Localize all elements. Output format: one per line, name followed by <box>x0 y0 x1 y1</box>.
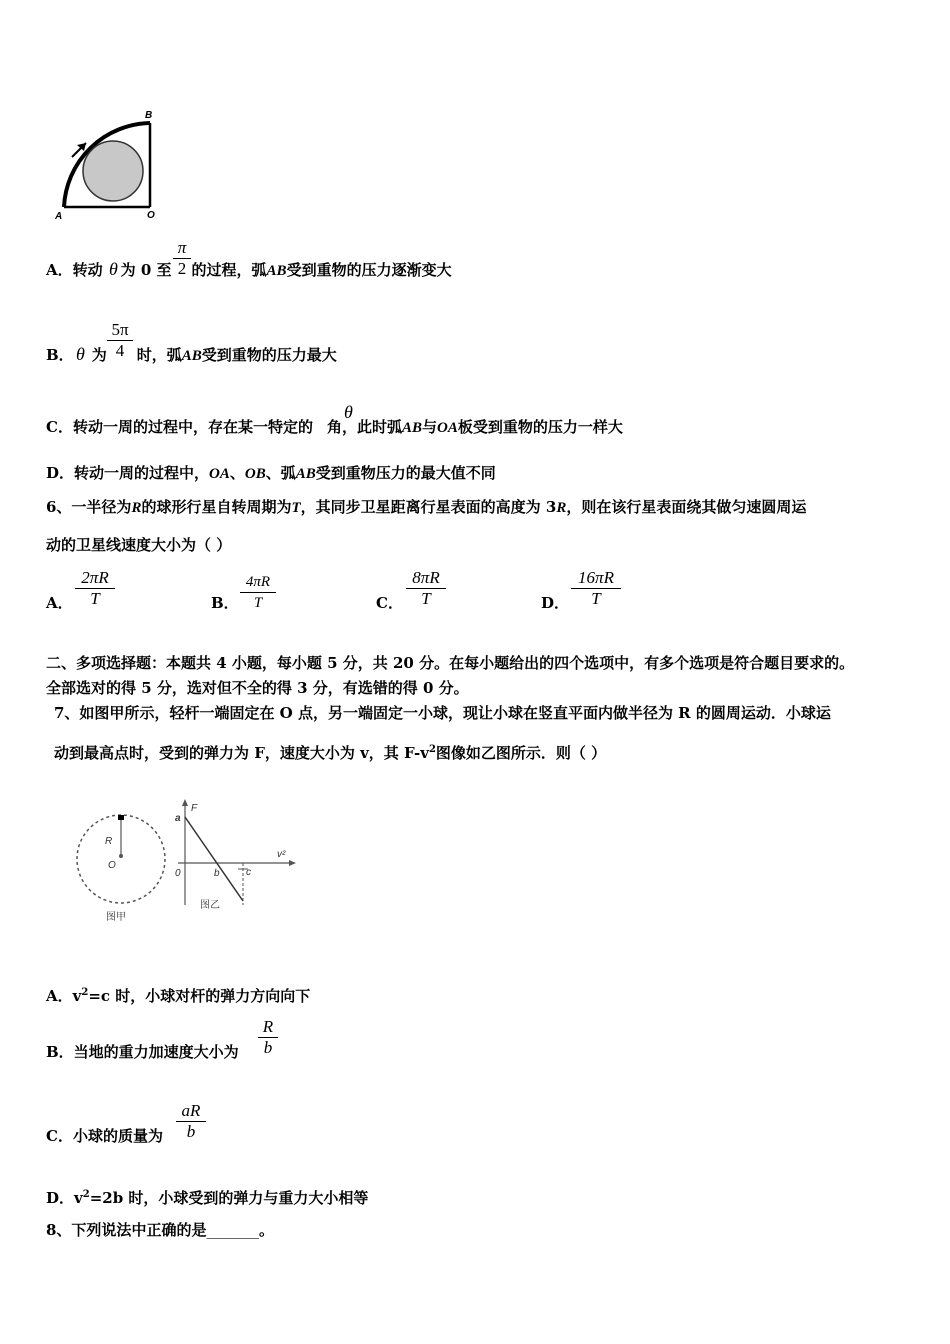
q7-option-c: C．小球的质量为 <box>46 1127 163 1145</box>
label-o: O <box>147 210 155 221</box>
fig-jia-o: O <box>108 860 116 871</box>
fig-yi-b: b <box>214 868 220 879</box>
q6-stem-line2: 动的卫星线速度大小为（ ） <box>46 536 232 554</box>
fig-yi-zero: 0 <box>175 868 181 879</box>
q7-option-b: B．当地的重力加速度大小为 <box>46 1043 239 1061</box>
fig-yi-c: c <box>246 867 251 878</box>
q5-c-theta: θ <box>344 402 353 422</box>
q6-option-d-fraction: 16πR T <box>571 568 621 609</box>
figure-circle-and-graph <box>70 795 300 930</box>
q6-option-b-label: B． <box>211 594 239 612</box>
q6-option-a-label: A． <box>46 594 73 612</box>
fig-yi-caption: 图乙 <box>200 900 220 911</box>
q6-option-b-fraction: 4πR T <box>240 572 276 613</box>
q6-option-c-label: C． <box>376 594 403 612</box>
q5-option-a: A．转动 为 0 至 的过程，弧AB受到重物的压力逐渐变大 <box>46 261 452 279</box>
label-a: A <box>55 211 63 222</box>
q7-option-a: A．$v^2=c$ 时，小球对杆的弹力方向向下 <box>46 987 311 1005</box>
q5-option-b: B． 为 时，弧AB受到重物的压力最大 <box>46 346 337 364</box>
section2-line2: 全部选对的得 5 分，选对但不全的得 3 分，有选错的得 0 分。 <box>46 679 469 697</box>
label-b: B <box>145 110 153 121</box>
q5-option-d: D．转动一周的过程中，OA、OB、弧AB受到重物压力的最大值不同 <box>46 464 496 482</box>
q5-b-fraction: 5π 4 <box>107 320 133 361</box>
q6-option-c-fraction: 8πR T <box>406 568 446 609</box>
q5-b-theta: θ <box>76 344 85 364</box>
q5-a-fraction: π 2 <box>173 238 191 279</box>
q7-option-b-fraction: R b <box>258 1017 278 1058</box>
q6-stem-line1: 6、一半径为R的球形行星自转周期为T，其同步卫星距离行星表面的高度为 3R，则在该行星表面绕其做匀速圆周运 <box>46 498 807 516</box>
fig-yi-a: a <box>175 813 181 824</box>
fig-yi-v2: v² <box>277 849 286 860</box>
fig-jia-r: R <box>105 836 113 847</box>
q8-stem: 8、下列说法中正确的是_______。 <box>46 1221 274 1239</box>
q5-a-theta: θ <box>109 259 118 279</box>
q7-option-d: D．$v^2=2b$ 时，小球受到的弹力与重力大小相等 <box>46 1189 369 1207</box>
q5-option-c: C．转动一周的过程中，存在某一特定的 角，此时弧AB与OA板受到重物的压力一样大 <box>46 418 623 436</box>
q7-stem-line1: 7、如图甲所示，轻杆一端固定在 O 点，另一端固定一小球，现让小球在竖直平面内做半径为 R 的圆周运动．小球运 <box>54 704 831 722</box>
fig-yi-f: F <box>191 803 198 814</box>
q6-option-a-fraction: 2πR T <box>75 568 115 609</box>
fig-jia-caption: 图甲 <box>106 912 126 923</box>
figure-quarter-track <box>50 105 170 225</box>
q7-stem-line2: 动到最高点时，受到的弹力为 F，速度大小为 v，其 $F-v^2$图像如乙图所示．则（ ） <box>54 744 607 762</box>
section2-line1: 二、多项选择题：本题共 4 小题，每小题 5 分，共 20 分。在每小题给出的四个选项中，有多个选项是符合题目要求的。 <box>46 654 855 672</box>
q7-option-c-fraction: aR b <box>176 1101 206 1142</box>
q6-option-d-label: D． <box>541 594 570 612</box>
